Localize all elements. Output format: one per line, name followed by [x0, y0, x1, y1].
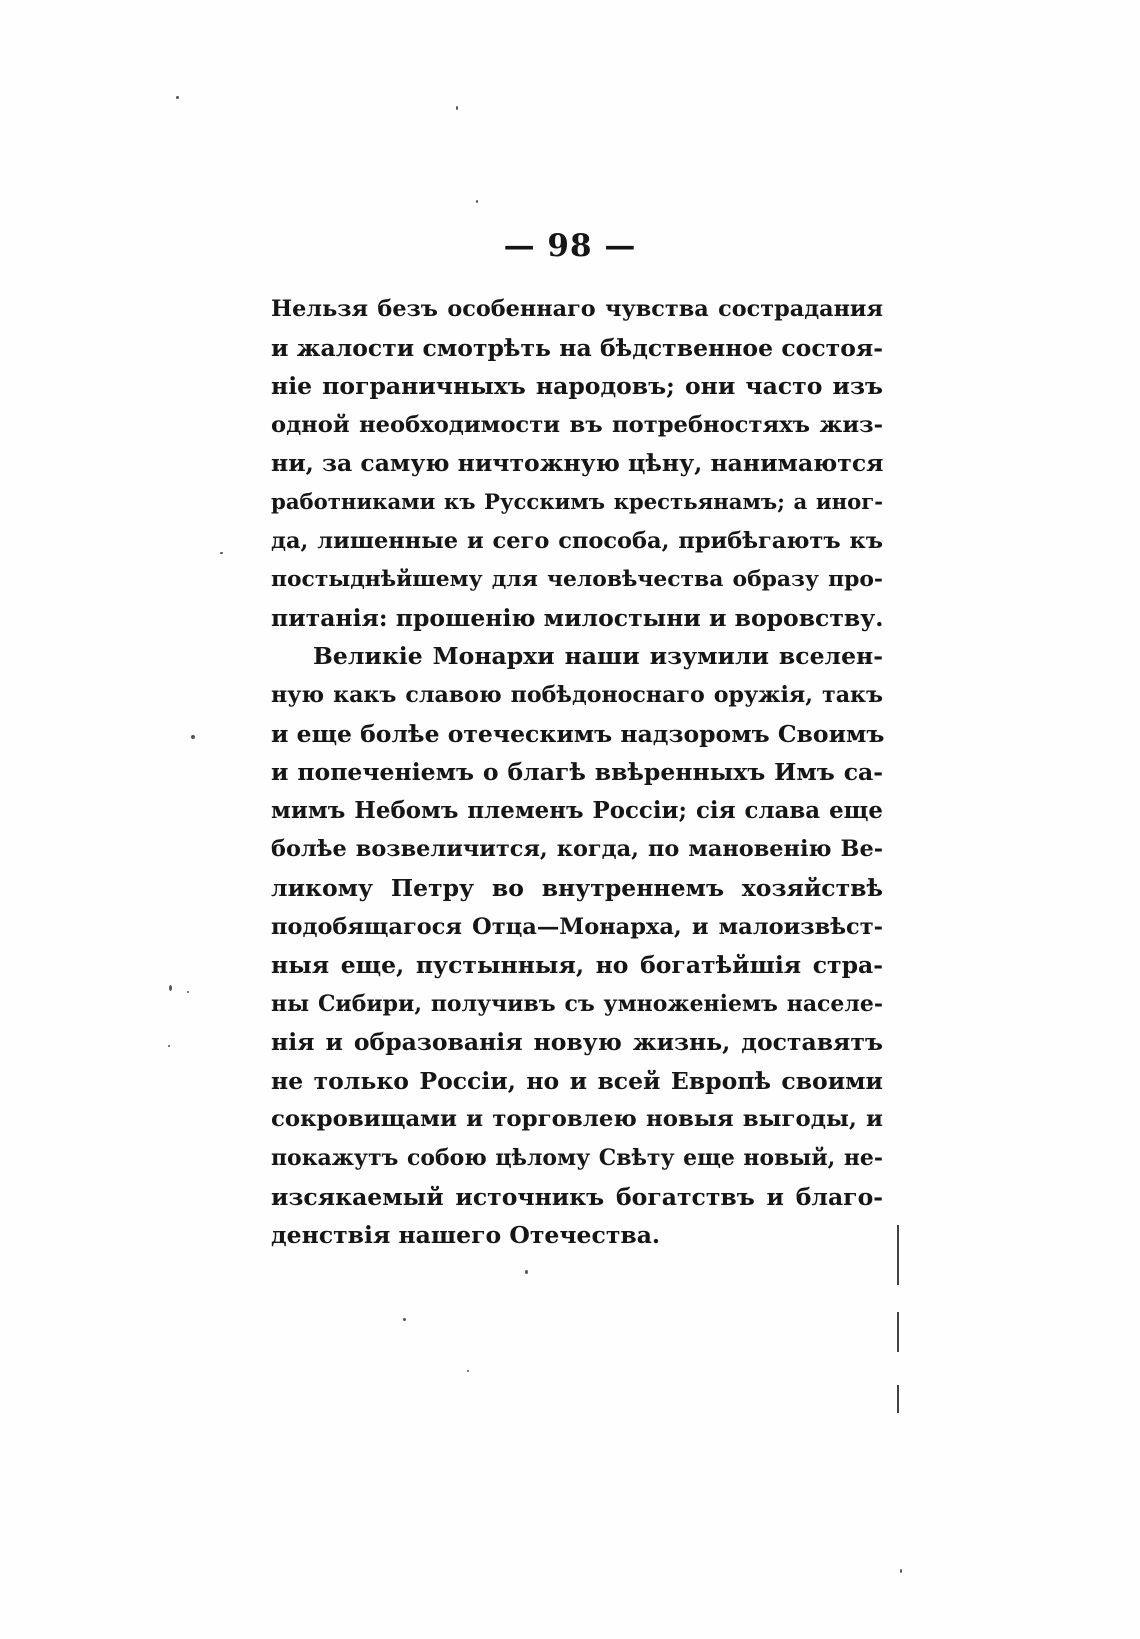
scan-speck: [176, 96, 179, 99]
scan-speck: [187, 991, 189, 993]
scan-speck: [220, 552, 223, 554]
scan-speck: [403, 1318, 406, 1321]
text-line: работниками къ Русскимъ крестьянамъ; а иног-: [271, 488, 883, 514]
scan-speck: [168, 1045, 170, 1047]
scan-speck: [456, 106, 458, 110]
scan-speck: [476, 200, 478, 203]
text-line: изсякаемый источникъ богатствъ и благо-: [271, 1182, 883, 1211]
scan-speck: [191, 735, 195, 739]
scan-speck: [900, 1569, 902, 1573]
text-line: покажутъ собою цѣлому Свѣту еще новый, не-: [271, 1145, 883, 1172]
text-line: болѣе возвеличится, когда, по мановенію Ве-: [271, 836, 883, 863]
text-line: нія и образованія новую жизнь, доставятъ: [271, 1028, 883, 1057]
text-line: и попеченіемъ о благѣ ввѣренныхъ Имъ са-: [271, 758, 883, 787]
text-line: одной необходимости въ потребностяхъ жиз-: [271, 411, 883, 438]
text-line: Нельзя безъ особеннаго чувства сострадания: [271, 296, 883, 322]
text-line: ніе пограничныхъ народовъ; они часто изъ: [271, 372, 883, 401]
text-line: мимъ Небомъ племенъ Россіи; сія слава еще: [271, 797, 883, 824]
text-line: денствія нашего Отечества.: [271, 1221, 661, 1250]
text-line: сокровищами и торговлею новыя выгоды, и: [271, 1106, 883, 1133]
text-line: постыднѣйшему для человѣчества образу про-: [271, 566, 883, 593]
text-line: ны Сибири, получивъ съ умноженіемъ населе-: [271, 990, 883, 1017]
text-line: и еще болѣе отеческимъ надзоромъ Своимъ: [271, 719, 885, 748]
scan-speck: [169, 985, 172, 991]
text-line: да, лишенные и сего способа, прибѣгаютъ къ: [271, 527, 883, 554]
paragraph: [271, 637, 883, 1255]
paragraph: [271, 290, 883, 637]
text-line: ни, за самую ничтожную цѣну, нанимаются: [271, 449, 884, 478]
text-line: Великіе Монархи наши изумили вселен-: [313, 642, 883, 671]
scan-speck: [467, 1370, 469, 1372]
text-line: и жалости смотрѣть на бѣдственное состоя-: [271, 333, 883, 362]
scan-speck: [525, 1270, 528, 1274]
margin-mark: [897, 1385, 899, 1413]
body-text: [271, 290, 883, 1255]
text-line: питанія: прошенію милостыни и воровству.: [271, 603, 884, 632]
page-number: — 98 —: [503, 228, 637, 264]
margin-mark: [897, 1225, 899, 1285]
text-line: ликому Петру во внутреннемъ хозяйствѣ: [271, 873, 883, 902]
text-line: не только Россіи, но и всей Европѣ своими: [271, 1066, 883, 1095]
text-line: ную какъ славою побѣдоноснаго оружія, такъ: [271, 681, 883, 708]
text-line: подобящагося Отца—Монарха, и малоизвѣст-: [271, 913, 883, 940]
margin-mark: [897, 1312, 899, 1352]
text-line: ныя еще, пустынныя, но богатѣйшія стра-: [271, 951, 883, 980]
